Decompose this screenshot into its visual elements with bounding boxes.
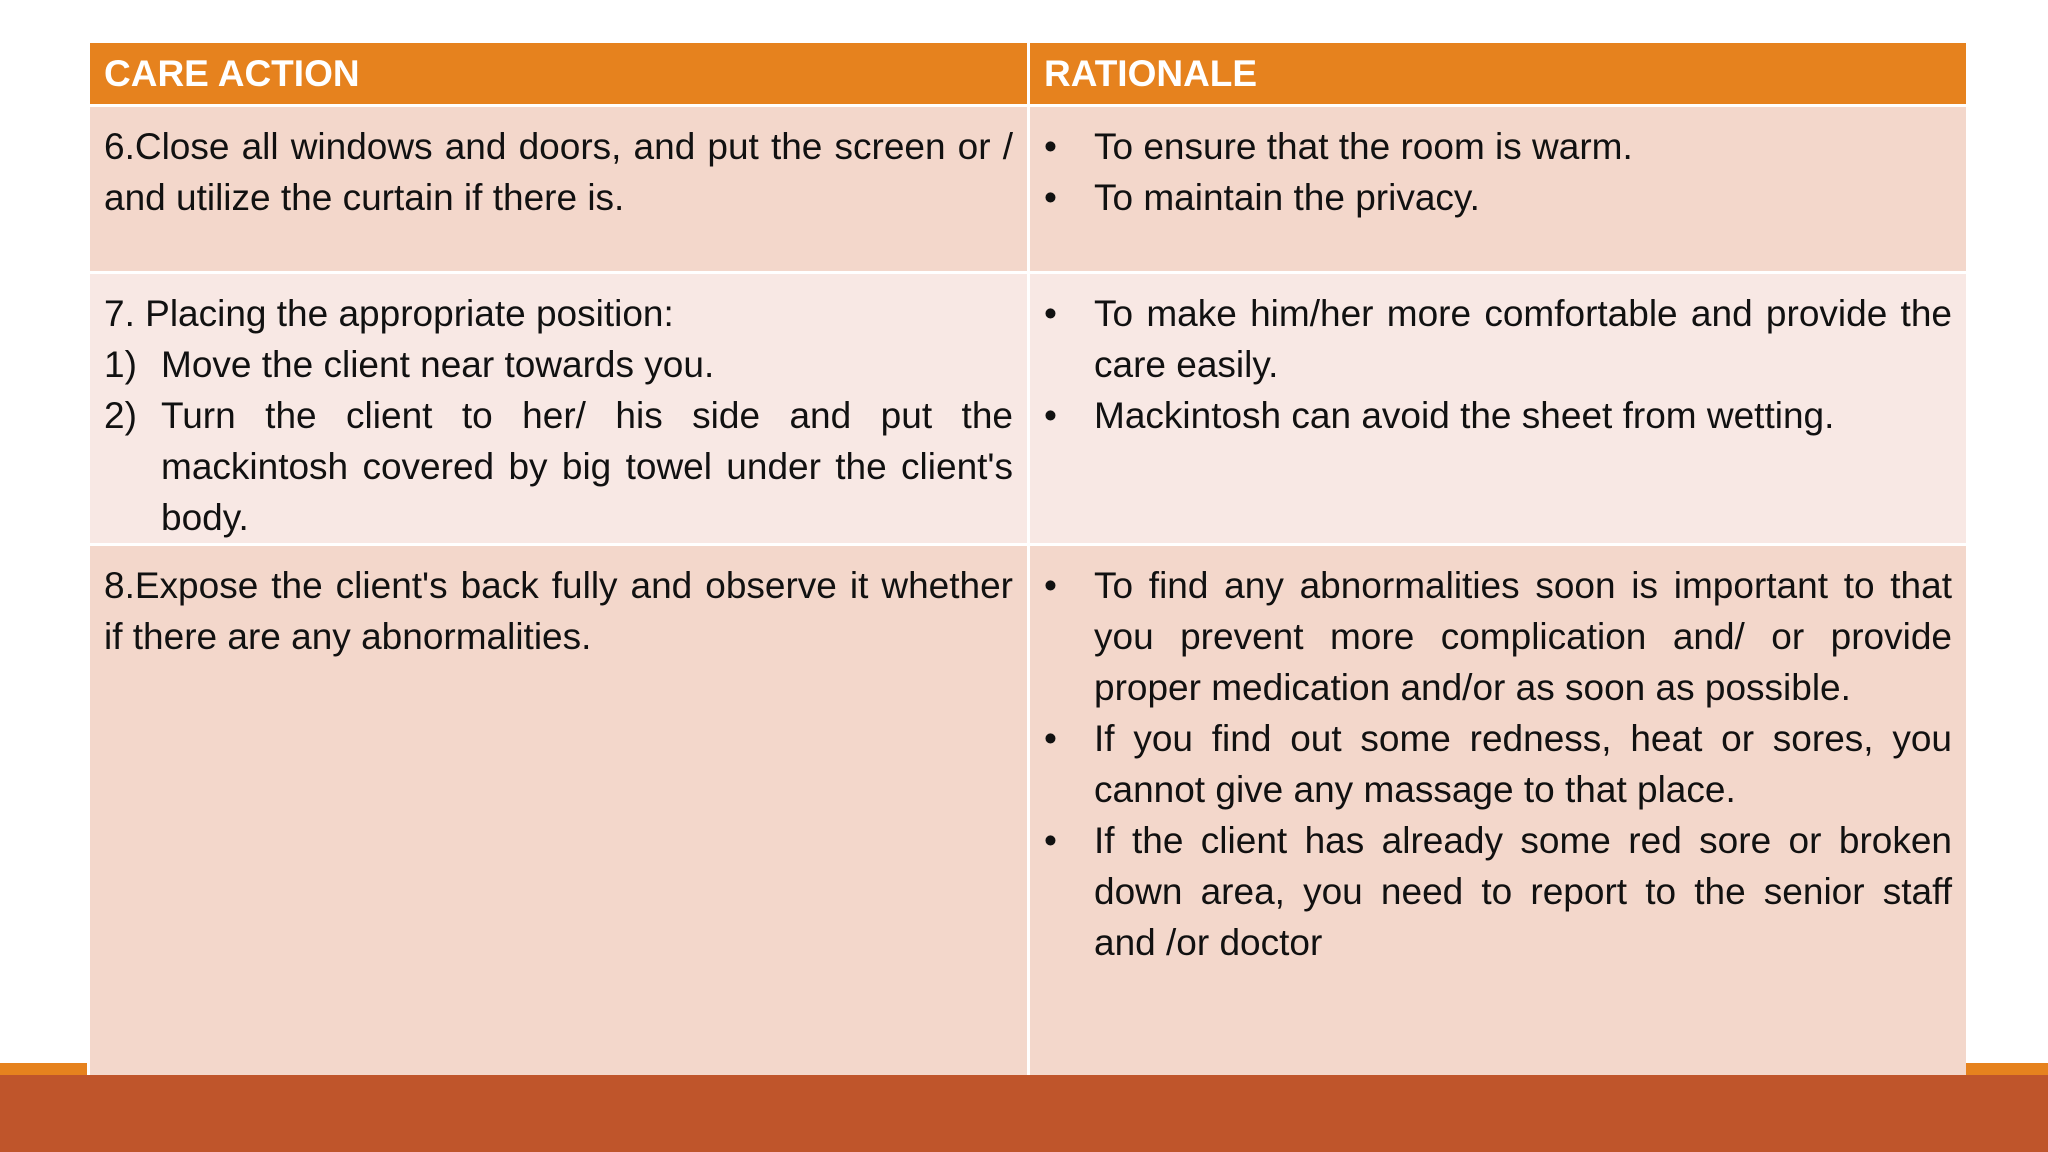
table-row xyxy=(89,273,1968,545)
table-row xyxy=(89,545,1968,1078)
care-action-text: 6.Close all windows and doors, and put the screen or / and utilize the curtain if there is. xyxy=(104,126,1013,218)
step-text: Move the client near towards you. xyxy=(161,344,715,385)
rationale-item: • If the client has already some red sore or broken down area, you need to report to the senior staff and /or doctor xyxy=(1044,815,1952,968)
rationale-list xyxy=(1044,560,1952,968)
table-header-row xyxy=(89,42,1968,106)
rationale-item: • To ensure that the room is warm. xyxy=(1044,121,1952,172)
care-action-intro: 7. Placing the appropriate position: xyxy=(104,293,674,334)
care-action-text: 8.Expose the client's back fully and observe it whether if there are any abnormalities. xyxy=(104,565,1013,657)
rationale-item: • To make him/her more comfortable and provide the care easily. xyxy=(1044,288,1952,390)
header-rationale: RATIONALE xyxy=(1029,42,1968,106)
step-marker: 2) xyxy=(104,395,137,436)
rationale-cell xyxy=(1029,273,1968,545)
care-action-steps xyxy=(104,339,1013,543)
care-action-cell xyxy=(89,106,1029,273)
rationale-cell xyxy=(1029,106,1968,273)
footer-bar xyxy=(0,1075,2048,1152)
rationale-item: • To maintain the privacy. xyxy=(1044,172,1952,223)
accent-bar-left xyxy=(0,1063,87,1075)
rationale-item: • Mackintosh can avoid the sheet from wetting. xyxy=(1044,390,1952,441)
rationale-item: • If you find out some redness, heat or sores, you cannot give any massage to that place. xyxy=(1044,713,1952,815)
rationale-item: • To find any abnormalities soon is important to that you prevent more complication and/ or provide proper medication and/or as soon as possible. xyxy=(1044,560,1952,713)
care-action-cell xyxy=(89,545,1029,1078)
step-text: Turn the client to her/ his side and put the mackintosh covered by big towel under the client's body. xyxy=(161,395,1013,538)
accent-bar-right xyxy=(1966,1063,2048,1075)
care-action-step xyxy=(104,339,1013,390)
step-marker: 1) xyxy=(104,344,137,385)
header-care-action: CARE ACTION xyxy=(89,42,1029,106)
rationale-list xyxy=(1044,121,1952,223)
rationale-cell xyxy=(1029,545,1968,1078)
table-row xyxy=(89,106,1968,273)
care-action-table xyxy=(87,40,1969,1079)
rationale-list xyxy=(1044,288,1952,441)
care-action-cell xyxy=(89,273,1029,545)
care-action-step xyxy=(104,390,1013,543)
